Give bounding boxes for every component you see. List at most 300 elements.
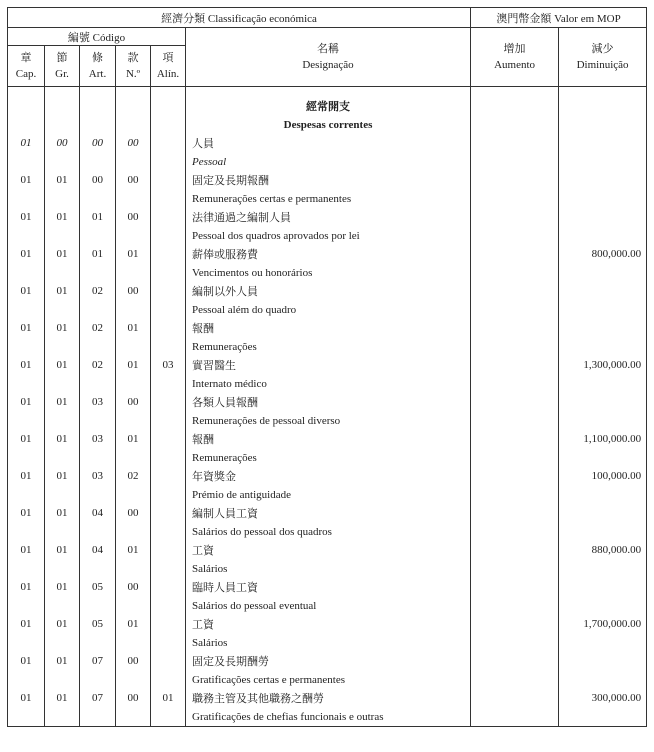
empty-cell <box>8 486 45 505</box>
table-row <box>8 652 647 671</box>
empty-cell <box>8 449 45 468</box>
empty-cell <box>8 264 45 283</box>
empty-cell <box>471 190 559 209</box>
designation-zh: 報酬 <box>186 430 471 449</box>
table-row <box>8 708 647 727</box>
empty-cell <box>471 634 559 653</box>
designation-header: 名稱 Designação <box>186 28 471 87</box>
decrease-amount <box>559 282 647 301</box>
code-alin-cell <box>151 578 186 597</box>
designation-zh: 職務主管及其他職務之酬勞 <box>186 689 471 708</box>
empty-cell <box>471 264 559 283</box>
decrease-amount: 100,000.00 <box>559 467 647 486</box>
empty-cell <box>151 227 186 246</box>
code-gr-cell: 01 <box>45 245 80 264</box>
code-no-cell: 00 <box>116 393 151 412</box>
code-alin-cell <box>151 208 186 227</box>
empty-cell <box>559 264 647 283</box>
empty-cell <box>8 153 45 172</box>
code-alin-cell <box>151 541 186 560</box>
designation-pt: Vencimentos ou honorários <box>186 264 471 283</box>
code-cap-cell: 01 <box>8 504 45 523</box>
code-art-cell: 07 <box>80 652 116 671</box>
decrease-amount <box>559 319 647 338</box>
empty-cell <box>559 190 647 209</box>
code-art-cell: 05 <box>80 578 116 597</box>
designation-pt: Prémio de antiguidade <box>186 486 471 505</box>
table-row <box>8 264 647 283</box>
designation-zh: 臨時人員工資 <box>186 578 471 597</box>
increase-amount <box>471 504 559 523</box>
table-row <box>8 449 647 468</box>
increase-amount <box>471 615 559 634</box>
increase-amount <box>471 430 559 449</box>
code-alin-cell <box>151 319 186 338</box>
code-alin-cell <box>151 615 186 634</box>
table-row <box>8 356 647 375</box>
code-gr-cell: 01 <box>45 541 80 560</box>
code-cap-cell: 01 <box>8 319 45 338</box>
increase-amount <box>471 689 559 708</box>
empty-cell <box>80 486 116 505</box>
empty-cell <box>559 338 647 357</box>
empty-cell <box>471 412 559 431</box>
code-art-cell: 07 <box>80 689 116 708</box>
code-no-cell: 00 <box>116 504 151 523</box>
table-row <box>8 245 647 264</box>
decrease-amount: 1,100,000.00 <box>559 430 647 449</box>
empty-cell <box>151 190 186 209</box>
code-gr-cell: 01 <box>45 578 80 597</box>
increase-amount <box>471 319 559 338</box>
empty-cell <box>559 523 647 542</box>
code-no-cell: 01 <box>116 541 151 560</box>
empty-cell <box>8 634 45 653</box>
empty-cell <box>80 153 116 172</box>
code-no-cell: 00 <box>116 134 151 153</box>
code-gr-cell: 01 <box>45 689 80 708</box>
empty-cell <box>8 671 45 690</box>
code-art-cell: 05 <box>80 615 116 634</box>
code-cap-cell: 01 <box>8 541 45 560</box>
code-cap-cell: 01 <box>8 171 45 190</box>
code-gr-cell: 01 <box>45 504 80 523</box>
empty-cell <box>151 375 186 394</box>
empty-cell <box>151 634 186 653</box>
empty-cell <box>471 486 559 505</box>
empty-cell <box>151 597 186 616</box>
empty-cell <box>116 708 151 727</box>
empty-cell <box>116 523 151 542</box>
code-gr-cell: 01 <box>45 393 80 412</box>
empty-cell <box>471 560 559 579</box>
empty-cell <box>116 412 151 431</box>
empty-cell <box>80 190 116 209</box>
cap-header: 章 Cap. <box>8 46 45 87</box>
table-row <box>8 208 647 227</box>
designation-pt: Gratificações certas e permanentes <box>186 671 471 690</box>
table-row <box>8 301 647 320</box>
decrease-amount <box>559 134 647 153</box>
decrease-amount: 800,000.00 <box>559 245 647 264</box>
designation-pt: Pessoal além do quadro <box>186 301 471 320</box>
empty-cell <box>45 190 80 209</box>
code-cap-cell: 01 <box>8 134 45 153</box>
empty-cell <box>471 708 559 727</box>
code-no-cell: 01 <box>116 245 151 264</box>
designation-zh: 薪俸或服務費 <box>186 245 471 264</box>
designation-pt: Remunerações de pessoal diverso <box>186 412 471 431</box>
empty-cell <box>471 338 559 357</box>
code-cap-cell: 01 <box>8 430 45 449</box>
code-alin-cell <box>151 504 186 523</box>
empty-cell <box>45 264 80 283</box>
code-alin-cell <box>151 171 186 190</box>
decrease-amount: 880,000.00 <box>559 541 647 560</box>
empty-cell <box>45 227 80 246</box>
table-row <box>8 171 647 190</box>
empty-cell <box>8 412 45 431</box>
table-row <box>8 634 647 653</box>
code-alin-cell <box>151 134 186 153</box>
empty-cell <box>471 523 559 542</box>
code-alin-cell <box>151 467 186 486</box>
table-row <box>8 523 647 542</box>
increase-amount <box>471 652 559 671</box>
empty-cell <box>471 301 559 320</box>
empty-cell <box>471 227 559 246</box>
code-art-cell: 03 <box>80 393 116 412</box>
increase-amount <box>471 282 559 301</box>
decrease-amount <box>559 393 647 412</box>
empty-cell <box>151 708 186 727</box>
empty-cell <box>116 301 151 320</box>
code-gr-cell: 01 <box>45 208 80 227</box>
table-row <box>8 134 647 153</box>
empty-cell <box>45 412 80 431</box>
empty-cell <box>151 671 186 690</box>
empty-cell <box>116 153 151 172</box>
code-art-cell: 02 <box>80 356 116 375</box>
table-row <box>8 560 647 579</box>
code-art-cell: 02 <box>80 282 116 301</box>
code-header: 編號 Código <box>8 28 186 46</box>
empty-cell <box>116 338 151 357</box>
code-no-cell: 01 <box>116 356 151 375</box>
code-gr-cell: 01 <box>45 430 80 449</box>
empty-cell <box>471 671 559 690</box>
empty-cell <box>116 264 151 283</box>
empty-cell <box>8 301 45 320</box>
empty-cell <box>151 449 186 468</box>
empty-cell <box>471 375 559 394</box>
table-row <box>8 504 647 523</box>
empty-cell <box>151 153 186 172</box>
empty-cell <box>8 375 45 394</box>
code-no-cell: 00 <box>116 282 151 301</box>
table-row <box>8 597 647 616</box>
empty-cell <box>80 227 116 246</box>
empty-cell <box>8 227 45 246</box>
code-alin-cell <box>151 652 186 671</box>
table-row <box>8 541 647 560</box>
designation-zh: 固定及長期報酬 <box>186 171 471 190</box>
code-art-cell: 01 <box>80 245 116 264</box>
decrease-amount: 1,300,000.00 <box>559 356 647 375</box>
increase-amount <box>471 393 559 412</box>
code-art-cell: 04 <box>80 504 116 523</box>
empty-cell <box>80 338 116 357</box>
code-cap-cell: 01 <box>8 689 45 708</box>
code-art-cell: 00 <box>80 134 116 153</box>
empty-cell <box>151 412 186 431</box>
empty-cell <box>151 560 186 579</box>
empty-cell <box>151 523 186 542</box>
empty-cell <box>80 412 116 431</box>
empty-cell <box>116 486 151 505</box>
no-header: 款 N.º <box>116 46 151 87</box>
decrease-amount <box>559 504 647 523</box>
alin-header: 項 Alín. <box>151 46 186 87</box>
code-cap-cell: 01 <box>8 393 45 412</box>
code-gr-cell: 01 <box>45 467 80 486</box>
code-cap-cell: 01 <box>8 208 45 227</box>
empty-cell <box>151 264 186 283</box>
increase-amount <box>471 467 559 486</box>
empty-cell <box>116 597 151 616</box>
increase-header: 增加 Aumento <box>471 28 559 87</box>
code-gr-cell: 01 <box>45 319 80 338</box>
table-row <box>8 190 647 209</box>
empty-cell <box>8 338 45 357</box>
empty-cell <box>45 301 80 320</box>
empty-cell <box>116 227 151 246</box>
decrease-amount <box>559 652 647 671</box>
increase-amount <box>471 578 559 597</box>
table-row <box>8 671 647 690</box>
empty-cell <box>116 560 151 579</box>
empty-cell <box>116 671 151 690</box>
code-art-cell: 00 <box>80 171 116 190</box>
code-alin-cell <box>151 393 186 412</box>
increase-amount <box>471 171 559 190</box>
code-cap-cell: 01 <box>8 652 45 671</box>
empty-cell <box>45 560 80 579</box>
designation-zh: 人員 <box>186 134 471 153</box>
empty-cell <box>559 486 647 505</box>
empty-cell <box>559 708 647 727</box>
empty-cell <box>45 708 80 727</box>
empty-cell <box>151 338 186 357</box>
designation-pt: Salários <box>186 634 471 653</box>
decrease-amount <box>559 578 647 597</box>
empty-cell <box>116 190 151 209</box>
empty-cell <box>8 560 45 579</box>
empty-cell <box>8 708 45 727</box>
table-row <box>8 689 647 708</box>
section-title-pt: Despesas correntes <box>186 116 471 135</box>
empty-cell <box>471 597 559 616</box>
designation-pt: Pessoal <box>186 153 471 172</box>
empty-cell <box>559 597 647 616</box>
decrease-amount <box>559 208 647 227</box>
increase-amount <box>471 208 559 227</box>
empty-cell <box>80 375 116 394</box>
section-title-row <box>8 116 647 135</box>
empty-cell <box>8 190 45 209</box>
empty-cell <box>45 671 80 690</box>
table-row <box>8 467 647 486</box>
code-art-cell: 03 <box>80 467 116 486</box>
code-alin-cell: 03 <box>151 356 186 375</box>
code-art-cell: 04 <box>80 541 116 560</box>
empty-cell <box>471 153 559 172</box>
designation-zh: 固定及長期酬勞 <box>186 652 471 671</box>
empty-cell <box>80 708 116 727</box>
empty-cell <box>45 486 80 505</box>
code-gr-cell: 00 <box>45 134 80 153</box>
designation-pt: Salários do pessoal eventual <box>186 597 471 616</box>
economic-classification-header: 經濟分類 Classificação económica <box>8 8 471 28</box>
empty-cell <box>559 375 647 394</box>
code-cap-cell: 01 <box>8 615 45 634</box>
code-no-cell: 02 <box>116 467 151 486</box>
empty-cell <box>559 227 647 246</box>
empty-cell <box>80 523 116 542</box>
section-title-zh: 經常開支 <box>186 97 471 116</box>
section-title-row <box>8 97 647 116</box>
increase-amount <box>471 134 559 153</box>
code-gr-cell: 01 <box>45 615 80 634</box>
empty-cell <box>45 153 80 172</box>
budget-table-body <box>8 87 647 727</box>
code-cap-cell: 01 <box>8 245 45 264</box>
empty-cell <box>559 634 647 653</box>
empty-cell <box>45 449 80 468</box>
table-row <box>8 430 647 449</box>
code-gr-cell: 01 <box>45 652 80 671</box>
designation-zh: 編制以外人員 <box>186 282 471 301</box>
table-row <box>8 578 647 597</box>
designation-zh: 工資 <box>186 541 471 560</box>
designation-pt: Remunerações <box>186 449 471 468</box>
decrease-header: 減少 Diminuição <box>559 28 647 87</box>
empty-cell <box>559 449 647 468</box>
empty-cell <box>116 449 151 468</box>
code-no-cell: 00 <box>116 208 151 227</box>
table-row <box>8 153 647 172</box>
designation-zh: 工資 <box>186 615 471 634</box>
empty-cell <box>45 634 80 653</box>
code-art-cell: 01 <box>80 208 116 227</box>
increase-amount <box>471 541 559 560</box>
empty-cell <box>559 412 647 431</box>
code-no-cell: 01 <box>116 430 151 449</box>
empty-cell <box>559 153 647 172</box>
table-row <box>8 227 647 246</box>
empty-cell <box>151 301 186 320</box>
table-row <box>8 282 647 301</box>
empty-cell <box>151 486 186 505</box>
code-no-cell: 00 <box>116 171 151 190</box>
designation-pt: Internato médico <box>186 375 471 394</box>
empty-cell <box>45 523 80 542</box>
empty-cell <box>559 560 647 579</box>
empty-cell <box>471 449 559 468</box>
designation-zh: 各類人員報酬 <box>186 393 471 412</box>
code-alin-cell <box>151 245 186 264</box>
empty-cell <box>80 671 116 690</box>
code-no-cell: 01 <box>116 319 151 338</box>
code-gr-cell: 01 <box>45 356 80 375</box>
empty-cell <box>559 671 647 690</box>
table-row <box>8 338 647 357</box>
empty-cell <box>8 523 45 542</box>
table-row <box>8 412 647 431</box>
empty-cell <box>45 375 80 394</box>
increase-amount <box>471 356 559 375</box>
code-no-cell: 01 <box>116 615 151 634</box>
designation-zh: 年資獎金 <box>186 467 471 486</box>
designation-zh: 實習醫生 <box>186 356 471 375</box>
table-row <box>8 393 647 412</box>
budget-table <box>7 7 647 727</box>
table-row <box>8 486 647 505</box>
code-alin-cell <box>151 282 186 301</box>
empty-cell <box>80 301 116 320</box>
code-art-cell: 02 <box>80 319 116 338</box>
code-alin-cell <box>151 430 186 449</box>
empty-cell <box>116 375 151 394</box>
empty-cell <box>80 449 116 468</box>
empty-cell <box>8 597 45 616</box>
decrease-amount: 300,000.00 <box>559 689 647 708</box>
code-no-cell: 00 <box>116 652 151 671</box>
empty-cell <box>116 634 151 653</box>
designation-pt: Pessoal dos quadros aprovados por lei <box>186 227 471 246</box>
code-cap-cell: 01 <box>8 578 45 597</box>
table-row <box>8 615 647 634</box>
designation-pt: Remunerações <box>186 338 471 357</box>
designation-pt: Gratificações de chefias funcionais e outras <box>186 708 471 727</box>
designation-zh: 報酬 <box>186 319 471 338</box>
decrease-amount: 1,700,000.00 <box>559 615 647 634</box>
table-row <box>8 375 647 394</box>
code-gr-cell: 01 <box>45 171 80 190</box>
designation-pt: Salários do pessoal dos quadros <box>186 523 471 542</box>
code-cap-cell: 01 <box>8 356 45 375</box>
empty-cell <box>80 560 116 579</box>
currency-header: 澳門幣金額 Valor em MOP <box>471 8 647 28</box>
empty-cell <box>45 338 80 357</box>
designation-pt: Salários <box>186 560 471 579</box>
empty-cell <box>80 597 116 616</box>
empty-cell <box>559 301 647 320</box>
designation-zh: 編制人員工資 <box>186 504 471 523</box>
designation-zh: 法律通過之編制人員 <box>186 208 471 227</box>
designation-pt: Remunerações certas e permanentes <box>186 190 471 209</box>
code-alin-cell: 01 <box>151 689 186 708</box>
code-no-cell: 00 <box>116 578 151 597</box>
code-cap-cell: 01 <box>8 467 45 486</box>
gr-header: 節 Gr. <box>45 46 80 87</box>
code-cap-cell: 01 <box>8 282 45 301</box>
art-header: 條 Art. <box>80 46 116 87</box>
empty-cell <box>80 634 116 653</box>
code-art-cell: 03 <box>80 430 116 449</box>
code-gr-cell: 01 <box>45 282 80 301</box>
code-no-cell: 00 <box>116 689 151 708</box>
